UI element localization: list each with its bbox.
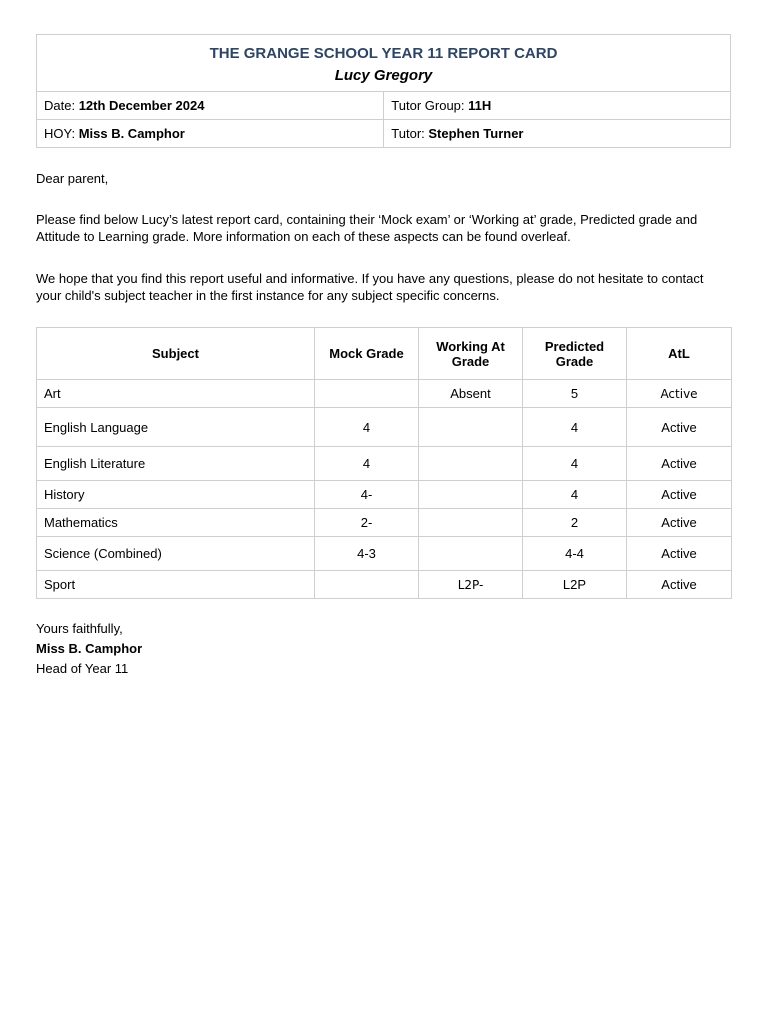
table-row — [37, 571, 732, 599]
table-row — [37, 537, 732, 571]
table-row — [37, 447, 732, 481]
predicted-grade-cell: 4 — [523, 408, 627, 447]
closing: Yours faithfully, — [36, 621, 123, 636]
tutor-group-cell — [384, 92, 731, 120]
table-row — [37, 509, 732, 537]
date-value: 12th December 2024 — [78, 98, 205, 113]
tutor-label: Tutor: — [391, 126, 429, 141]
atl-cell: Active — [627, 571, 732, 599]
atl-cell: Active — [627, 509, 732, 537]
predicted-grade-cell: 4 — [523, 447, 627, 481]
school-title: THE GRANGE SCHOOL YEAR 11 REPORT CARD — [209, 44, 558, 62]
table-row — [37, 408, 732, 447]
predicted-grade-cell: 2 — [523, 509, 627, 537]
predicted-grade-cell: 4 — [523, 481, 627, 509]
atl-cell: Active — [627, 447, 732, 481]
working-at-cell — [419, 509, 523, 537]
predicted-grade-cell: 5 — [523, 380, 627, 408]
greeting: Dear parent, — [36, 171, 109, 186]
subject-cell: Art — [37, 380, 315, 408]
subject-cell: English Language — [37, 408, 315, 447]
hoy-cell — [37, 120, 384, 148]
date-label: Date: — [44, 98, 79, 113]
subject-cell: English Literature — [37, 447, 315, 481]
subject-cell: Mathematics — [37, 509, 315, 537]
grades-header-row — [37, 328, 732, 380]
report-header-table — [36, 34, 731, 148]
header-working-at-grade: Working At Grade — [419, 328, 523, 380]
working-at-cell — [419, 447, 523, 481]
mock-grade-cell — [315, 380, 419, 408]
atl-cell: Active — [627, 408, 732, 447]
title-cell — [37, 35, 731, 92]
mock-grade-cell: 4 — [315, 447, 419, 481]
mock-grade-cell: 4 — [315, 408, 419, 447]
subject-cell: Science (Combined) — [37, 537, 315, 571]
atl-cell: Active — [627, 380, 732, 408]
tutor-value: Stephen Turner — [428, 126, 524, 141]
subject-cell: History — [37, 481, 315, 509]
date-cell — [37, 92, 384, 120]
tutor-cell — [384, 120, 731, 148]
subject-cell: Sport — [37, 571, 315, 599]
mock-grade-cell: 4-3 — [315, 537, 419, 571]
working-at-cell: Absent — [419, 380, 523, 408]
header-atl: AtL — [627, 328, 732, 380]
predicted-grade-cell: 4-4 — [523, 537, 627, 571]
working-at-cell — [419, 481, 523, 509]
grades-table — [36, 327, 732, 599]
tutor-group-label: Tutor Group: — [391, 98, 469, 113]
working-at-cell — [419, 537, 523, 571]
signer-name: Miss B. Camphor — [36, 641, 143, 656]
header-subject: Subject — [37, 328, 315, 380]
mock-grade-cell — [315, 571, 419, 599]
header-predicted-grade: Predicted Grade — [523, 328, 627, 380]
mock-grade-cell: 2- — [315, 509, 419, 537]
table-row — [37, 380, 732, 408]
atl-cell: Active — [627, 481, 732, 509]
hoy-label: HOY: — [44, 126, 79, 141]
mock-grade-cell: 4- — [315, 481, 419, 509]
student-name: Lucy Gregory — [334, 66, 433, 84]
signer-role: Head of Year 11 — [36, 661, 129, 676]
table-row — [37, 481, 732, 509]
working-at-cell — [419, 408, 523, 447]
atl-cell: Active — [627, 537, 732, 571]
contact-paragraph: We hope that you find this report useful and informative. If you have any questions, please do not hesitate to contact your child's subject teacher in the first instance for any subject specific concerns. — [36, 271, 704, 303]
tutor-group-value: 11H — [468, 98, 492, 113]
header-mock-grade: Mock Grade — [315, 328, 419, 380]
predicted-grade-cell: L2P — [523, 571, 627, 599]
intro-paragraph: Please find below Lucy’s latest report card, containing their ‘Mock exam’ or ‘Working at’ grade, Predicted grade and Attitude to Learning grade. More information on each of these aspects can be found overleaf. — [36, 212, 698, 244]
working-at-cell: L2P- — [419, 571, 523, 599]
hoy-value: Miss B. Camphor — [78, 126, 185, 141]
